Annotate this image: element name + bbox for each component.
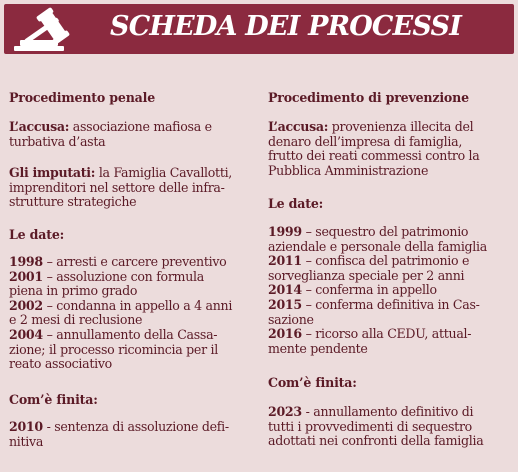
timeline-item: 2015 – conferma definitiva in Cas- (268, 296, 480, 312)
imputati-text: la Famiglia Cavallotti, (98, 165, 233, 180)
section-title: Procedimento penale (9, 90, 156, 105)
right-column (268, 90, 513, 449)
gavel-icon (10, 6, 92, 54)
finita-paragraph: 2023 - annullamento definitivo di tutti i provvedimenti di sequestro adottati nei confronti della famiglia (268, 404, 484, 449)
timeline-item: 2014 – conferma in appello (268, 282, 437, 298)
header-banner (4, 4, 514, 54)
timeline-list: 1998 – arresti e carcere preventivo 2001 – assoluzione con formula piena in primo grado 2002 – condanna in appello a 4 anni e 2 mesi di reclusione 2004 – annullamento della Cassa- zione; il processo ricomincia per il reato associativo (9, 254, 233, 372)
timeline-item: 2011 – confisca del patrimonio e (268, 253, 470, 269)
timeline-item: 2016 – ricorso alla CEDU, attual- (268, 326, 472, 342)
imputati-text: strutture strategiche (9, 194, 137, 210)
left-column (9, 90, 254, 449)
timeline-item: 2004 – annullamento della Cassa- (9, 326, 218, 342)
date-title: Le date: (268, 196, 324, 211)
timeline-list: 1999 – sequestro del patrimonio aziendale e personale della famiglia 2011 – confisca del patrimonio e sorveglianza speciale per 2 anni 2014 – conferma in appello 2015 – conferma definitiva in Cas- sazione 2016 – ricorso alla CEDU, attual- mente pendente (268, 224, 487, 356)
page-title: SCHEDA DEI PROCESSI (110, 11, 462, 42)
imputati-label: Gli imputati: (9, 165, 96, 180)
timeline-item: 1999 – sequestro del patrimonio (268, 224, 469, 239)
timeline-item: 2001 – assoluzione con formula (9, 268, 204, 284)
finita-title: Com’è finita: (9, 392, 98, 407)
timeline-item: 1998 – arresti e carcere preventivo (9, 254, 227, 269)
imputati-text: imprenditori nel settore delle infra- (9, 179, 225, 195)
accusa-text: turbativa d’asta (9, 133, 106, 149)
imputati-paragraph (9, 166, 232, 210)
finita-paragraph: 2010 - sentenza di assoluzione defi- nitiva (9, 419, 229, 449)
timeline-item: 2002 – condanna in appello a 4 anni (9, 297, 233, 313)
finita-title: Com’è finita: (268, 375, 357, 390)
accusa-label: L’accusa: (268, 119, 329, 134)
accusa-paragraph: L’accusa: provenienza illecita del denaro dell’impresa di famiglia, frutto dei reati commessi contro la Pubblica Amministrazione (268, 119, 480, 178)
accusa-label: L’accusa: (9, 119, 70, 134)
accusa-text: associazione mafiosa e (72, 119, 212, 134)
accusa-paragraph (9, 120, 212, 149)
date-title: Le date: (9, 227, 65, 242)
section-title: Procedimento di prevenzione (268, 90, 469, 105)
